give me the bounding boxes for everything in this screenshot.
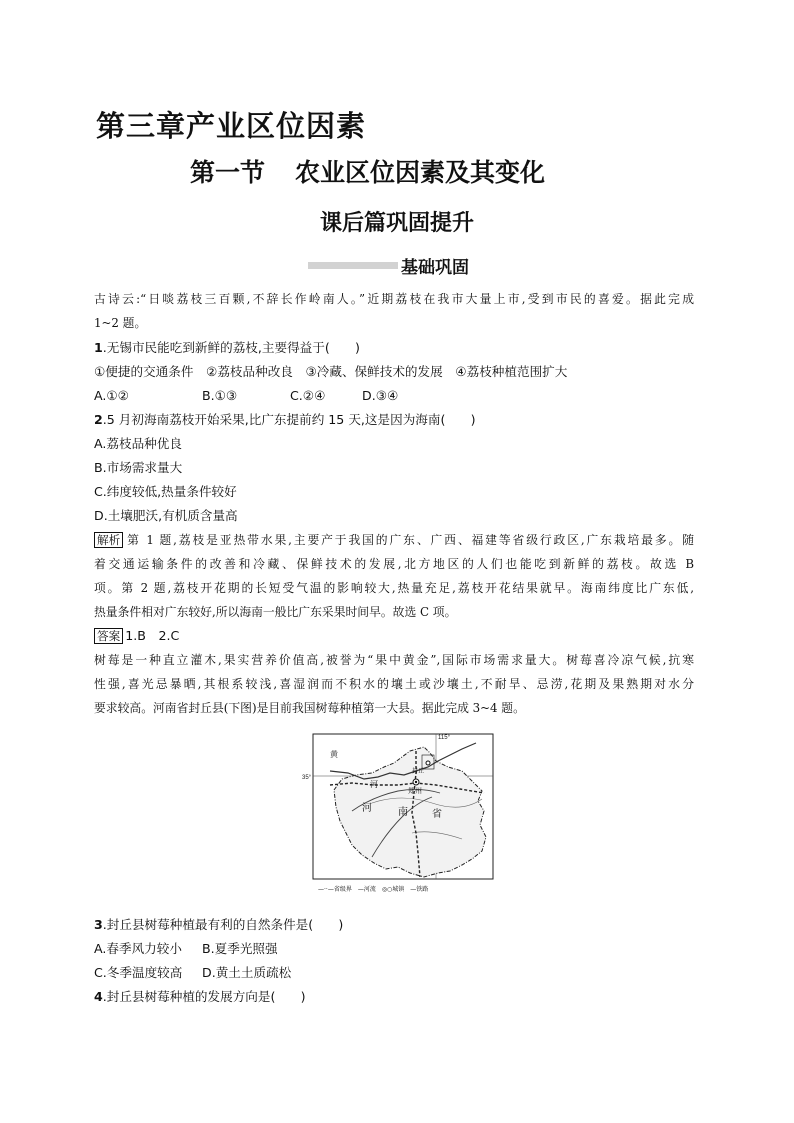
label-zhengzhou: 郑州 <box>408 787 422 795</box>
lat-label: 35° <box>302 775 312 781</box>
question-2-text: .5 月初海南荔枝开始采果,比广东提前约 15 天,这是因为海南( ) <box>102 412 476 427</box>
question-2-stem <box>94 412 476 428</box>
fengqiu-marker <box>426 761 430 765</box>
label-river: 河 <box>370 780 378 789</box>
question-3-stem <box>94 917 343 933</box>
question-4-text: .封丘县树莓种植的发展方向是( ) <box>102 989 306 1004</box>
analysis-line2: 着交通运输条件的改善和冷藏、保鲜技术的发展,北方地区的人们也能吃到新鲜的荔枝。故选 B <box>94 557 694 571</box>
map-legend: —··—省级界 —河流 ◎○城镇 —铁路 <box>318 886 429 893</box>
section-number: 第一节 <box>190 158 266 187</box>
question-3-number: 3 <box>94 917 103 932</box>
passage2-line2: 性强,喜光忌暴晒,其根系较浅,喜湿润而不积水的壤土或沙壤土,不耐旱、忌涝,花期及果熟期对水分 <box>94 677 694 691</box>
q2-option-c: C.纬度较低,热量条件较好 <box>94 484 237 499</box>
q1-option-b: B.①③ <box>202 388 238 403</box>
answer-text: 1.B 2.C <box>125 628 180 643</box>
question-1-items: ①便捷的交通条件 ②荔枝品种改良 ③冷藏、保鲜技术的发展 ④荔枝种植范围扩大 <box>94 364 568 379</box>
answer-tag: 答案 <box>94 628 123 644</box>
question-1-options <box>94 388 398 404</box>
q2-option-b: B.市场需求量大 <box>94 460 183 475</box>
question-4-number: 4 <box>94 989 103 1004</box>
chapter-title: 第三章产业区位因素 <box>96 109 367 143</box>
heading-bar <box>308 262 398 269</box>
q2-option-a: A.荔枝品种优良 <box>94 436 182 451</box>
q1-option-a: A.①② <box>94 388 129 403</box>
q3-option-a: A.春季风力较小 <box>94 941 182 956</box>
answer-line <box>94 628 179 644</box>
q1-option-d: D.③④ <box>362 388 399 403</box>
analysis-line4: 热量条件相对广东较好,所以海南一般比广东采果时间早。故选 C 项。 <box>94 605 457 619</box>
q3-options-row2 <box>94 965 291 981</box>
analysis-line3: 项。第 2 题,荔枝开花期的长短受气温的影响较大,热量充足,荔枝开花结果就早。海南纬度比广东低, <box>94 581 694 595</box>
question-1-stem <box>94 340 360 356</box>
passage1-line2: 1~2 题。 <box>94 316 147 330</box>
q2-option-d: D.土壤肥沃,有机质含量高 <box>94 508 238 523</box>
q3-options-row1 <box>94 941 278 957</box>
question-3-text: .封丘县树莓种植最有利的自然条件是( ) <box>102 917 344 932</box>
q1-option-c: C.②④ <box>290 388 326 403</box>
label-yellow: 黄 <box>330 750 338 759</box>
question-2-number: 2 <box>94 412 103 427</box>
question-1-number: 1 <box>94 340 103 355</box>
q3-option-c: C.冬季温度较高 <box>94 965 183 980</box>
analysis-tag: 解析 <box>94 532 123 548</box>
passage2-line1: 树莓是一种直立灌木,果实营养价值高,被誉为“果中黄金”,国际市场需求量大。树莓喜冷凉气候,抗寒 <box>94 653 694 667</box>
section-name: 农业区位因素及其变化 <box>295 158 546 187</box>
section-title <box>190 153 545 189</box>
label-he: 河 <box>362 803 372 814</box>
analysis-line1 <box>94 532 694 548</box>
label-nan: 南 <box>398 807 408 818</box>
passage2-line3: 要求较高。河南省封丘县(下图)是目前我国树莓种植第一大县。据此完成 3~4 题。 <box>94 701 525 715</box>
question-4-stem <box>94 989 306 1005</box>
q3-option-d: D.黄土土质疏松 <box>202 965 292 980</box>
block-heading <box>308 253 469 277</box>
passage1-line1: 古诗云:“日啖荔枝三百颗,不辞长作岭南人。”近期荔枝在我市大量上市,受到市民的喜爱。据此完成 <box>94 292 694 306</box>
label-fengqiu: 封丘 <box>412 768 425 775</box>
lon-label: 115° <box>438 735 450 741</box>
q3-option-b: B.夏季光照强 <box>202 941 278 956</box>
block-heading-text: 基础巩固 <box>401 257 469 278</box>
question-1-text: .无锡市民能吃到新鲜的荔枝,主要得益于( ) <box>102 340 360 355</box>
henan-map <box>302 733 494 895</box>
subtitle: 课后篇巩固提升 <box>319 211 474 236</box>
label-sheng: 省 <box>432 809 442 820</box>
zhengzhou-dot <box>415 781 417 783</box>
analysis-text-1: 第 1 题,荔枝是亚热带水果,主要产于我国的广东、广西、福建等省级行政区,广东栽培最多。随 <box>125 533 694 547</box>
